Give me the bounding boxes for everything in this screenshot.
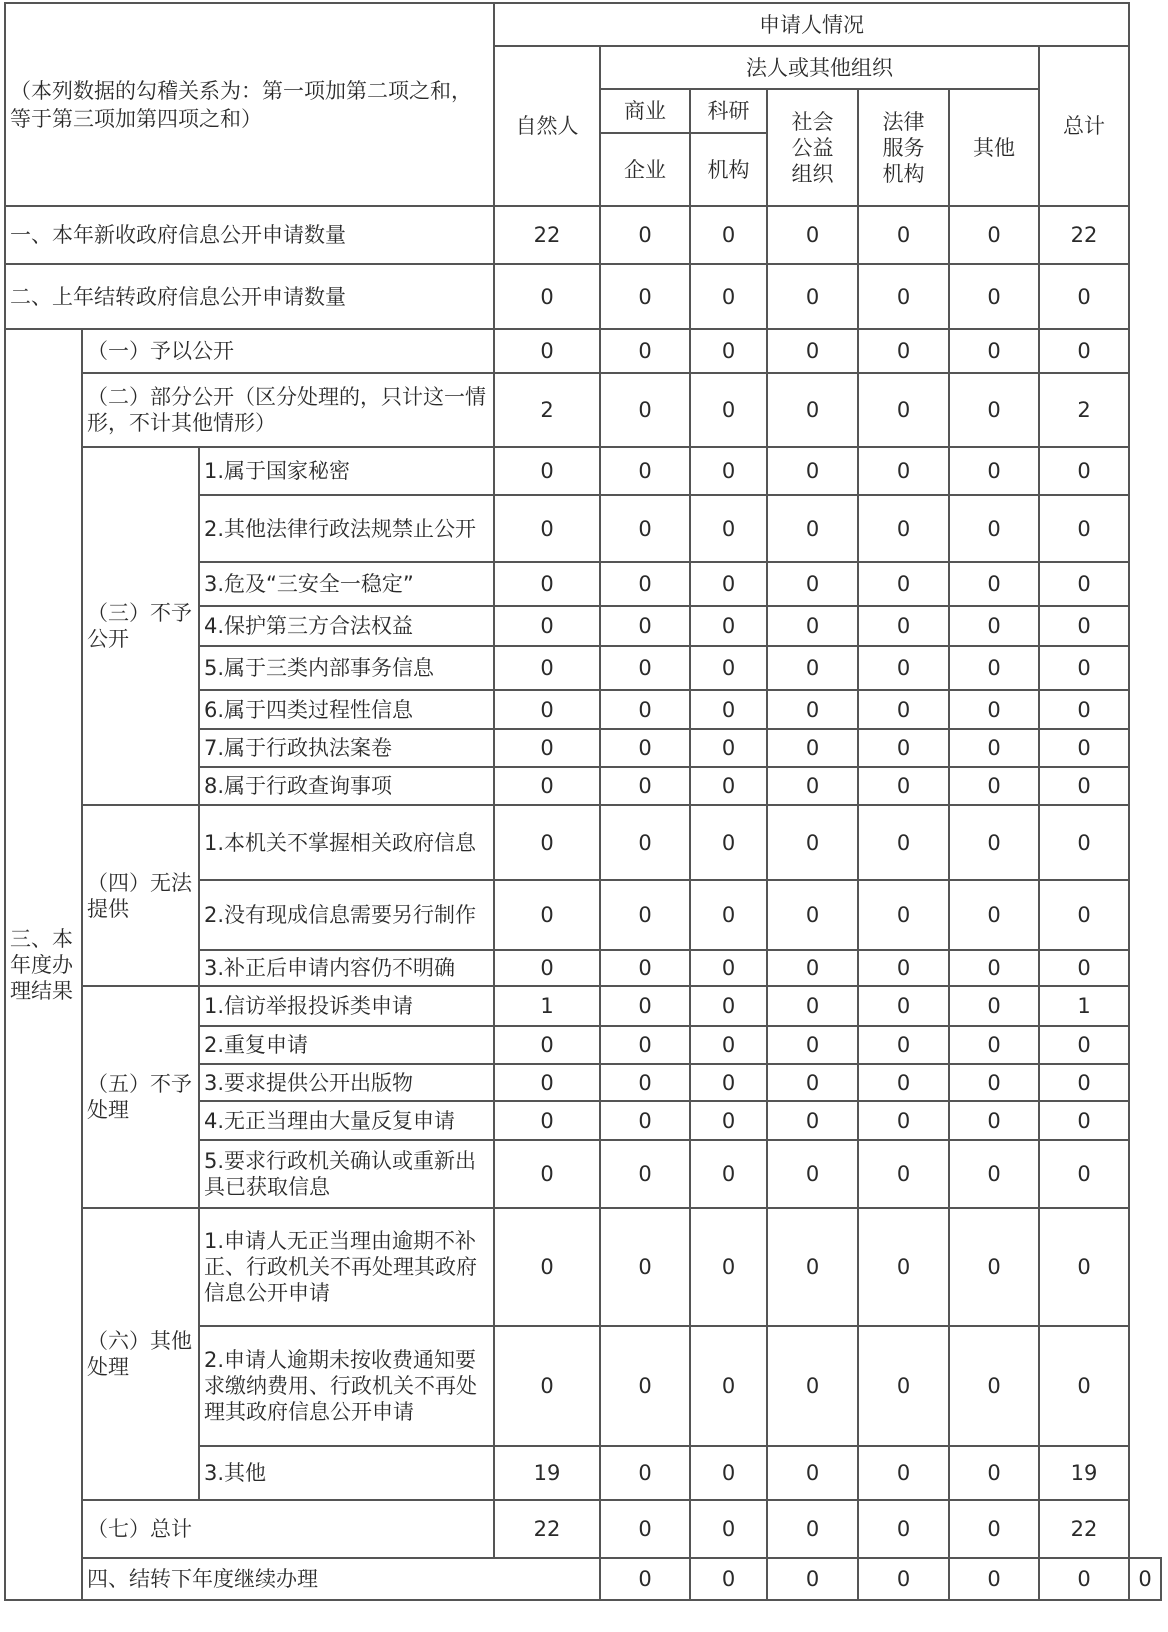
cell: 0 bbox=[858, 690, 949, 729]
legal-service-header-text: 法律服务机构 bbox=[882, 109, 925, 186]
other-header: 其他 bbox=[949, 89, 1039, 206]
cell: 0 bbox=[767, 1208, 858, 1326]
cell: 0 bbox=[1039, 1558, 1129, 1600]
cell: 0 bbox=[600, 1101, 690, 1140]
cell: 0 bbox=[494, 562, 600, 606]
cell: 0 bbox=[690, 1326, 767, 1446]
legal-org-header: 法人或其他组织 bbox=[600, 46, 1039, 89]
cell: 0 bbox=[767, 1101, 858, 1140]
cell: 0 bbox=[690, 986, 767, 1026]
cell: 0 bbox=[858, 880, 949, 950]
cell: 0 bbox=[767, 767, 858, 805]
cell: 0 bbox=[767, 495, 858, 562]
row-carry-forward bbox=[5, 1558, 1161, 1600]
cell: 0 bbox=[949, 805, 1039, 880]
row-not-disclosed-1 bbox=[5, 447, 1161, 495]
cell: 0 bbox=[600, 206, 690, 264]
row-carried-over bbox=[5, 264, 1161, 329]
cell: 0 bbox=[1039, 1140, 1129, 1208]
cell: 1 bbox=[1039, 986, 1129, 1026]
cell: 0 bbox=[1039, 606, 1129, 646]
gov-info-disclosure-table bbox=[4, 2, 1162, 1601]
cell: 0 bbox=[1039, 767, 1129, 805]
cell: 0 bbox=[949, 562, 1039, 606]
row-label: （七）总计 bbox=[82, 1500, 494, 1558]
cell: 0 bbox=[949, 495, 1039, 562]
cell: 0 bbox=[949, 1101, 1039, 1140]
cell: 0 bbox=[858, 447, 949, 495]
cell: 0 bbox=[858, 562, 949, 606]
cell: 19 bbox=[1039, 1446, 1129, 1500]
cell: 0 bbox=[949, 447, 1039, 495]
cell: 0 bbox=[949, 729, 1039, 767]
cell: 0 bbox=[600, 646, 690, 690]
cell: 0 bbox=[690, 1064, 767, 1101]
cell: 0 bbox=[858, 206, 949, 264]
cell: 0 bbox=[767, 1140, 858, 1208]
cell: 0 bbox=[1039, 329, 1129, 373]
cell: 22 bbox=[1039, 1500, 1129, 1558]
cell: 2 bbox=[494, 373, 600, 447]
group-label: （三）不予公开 bbox=[82, 447, 199, 805]
cell: 0 bbox=[858, 646, 949, 690]
cell: 0 bbox=[690, 729, 767, 767]
cell: 0 bbox=[949, 690, 1039, 729]
applicant-header: 申请人情况 bbox=[494, 3, 1129, 46]
cell: 0 bbox=[767, 986, 858, 1026]
cell: 0 bbox=[690, 495, 767, 562]
cell: 0 bbox=[767, 206, 858, 264]
cell: 0 bbox=[949, 1208, 1039, 1326]
cell: 0 bbox=[767, 690, 858, 729]
row-label: 3.危及“三安全一稳定” bbox=[199, 562, 494, 606]
row-disclosed bbox=[5, 329, 1161, 373]
row-label: 7.属于行政执法案卷 bbox=[199, 729, 494, 767]
row-label: 8.属于行政查询事项 bbox=[199, 767, 494, 805]
cell: 0 bbox=[1039, 1326, 1129, 1446]
cell: 0 bbox=[690, 373, 767, 447]
cell: 0 bbox=[1039, 880, 1129, 950]
cell: 0 bbox=[858, 1326, 949, 1446]
cell: 0 bbox=[949, 1140, 1039, 1208]
cell: 0 bbox=[600, 1500, 690, 1558]
cell: 0 bbox=[690, 1208, 767, 1326]
commercial-header-bottom: 企业 bbox=[600, 133, 690, 206]
cell: 0 bbox=[949, 880, 1039, 950]
cell: 0 bbox=[858, 805, 949, 880]
cell: 0 bbox=[1039, 447, 1129, 495]
cell: 0 bbox=[690, 1558, 767, 1600]
cell: 0 bbox=[494, 329, 600, 373]
cell: 19 bbox=[494, 1446, 600, 1500]
cell: 0 bbox=[767, 1446, 858, 1500]
cell: 0 bbox=[1039, 1101, 1129, 1140]
row-label: 1.属于国家秘密 bbox=[199, 447, 494, 495]
group-label: （六）其他处理 bbox=[82, 1208, 199, 1500]
cell: 0 bbox=[767, 1500, 858, 1558]
row-label: 2.重复申请 bbox=[199, 1026, 494, 1064]
cell: 0 bbox=[858, 986, 949, 1026]
natural-person-header: 自然人 bbox=[494, 46, 600, 206]
cell: 0 bbox=[600, 264, 690, 329]
cell: 0 bbox=[690, 206, 767, 264]
cell: 0 bbox=[600, 986, 690, 1026]
cell: 22 bbox=[1039, 206, 1129, 264]
cell: 0 bbox=[949, 206, 1039, 264]
cell: 0 bbox=[858, 373, 949, 447]
cell: 0 bbox=[767, 264, 858, 329]
cell: 0 bbox=[949, 1446, 1039, 1500]
cell: 0 bbox=[858, 495, 949, 562]
cell: 0 bbox=[858, 729, 949, 767]
cell: 0 bbox=[690, 805, 767, 880]
section3-label: 三、本年度办理结果 bbox=[5, 329, 82, 1600]
cell: 0 bbox=[600, 805, 690, 880]
cell: 0 bbox=[600, 690, 690, 729]
cell: 0 bbox=[1039, 729, 1129, 767]
row-not-processed-1 bbox=[5, 986, 1161, 1026]
row-label: 2.没有现成信息需要另行制作 bbox=[199, 880, 494, 950]
cell: 0 bbox=[858, 1500, 949, 1558]
cell: 22 bbox=[494, 206, 600, 264]
row-other-processing-1 bbox=[5, 1208, 1161, 1326]
cell: 0 bbox=[949, 1500, 1039, 1558]
cell: 0 bbox=[600, 729, 690, 767]
cell: 0 bbox=[858, 1101, 949, 1140]
cell: 2 bbox=[1039, 373, 1129, 447]
research-header-top: 科研 bbox=[690, 89, 767, 133]
cell: 0 bbox=[949, 950, 1039, 986]
cell: 0 bbox=[949, 329, 1039, 373]
cell: 0 bbox=[858, 1558, 949, 1600]
cell: 0 bbox=[600, 1446, 690, 1500]
cell: 0 bbox=[1039, 562, 1129, 606]
cell: 0 bbox=[494, 606, 600, 646]
cell: 0 bbox=[690, 767, 767, 805]
row-label: 二、上年结转政府信息公开申请数量 bbox=[5, 264, 494, 329]
research-header-bottom: 机构 bbox=[690, 133, 767, 206]
cell: 0 bbox=[767, 646, 858, 690]
cell: 0 bbox=[858, 606, 949, 646]
cell: 0 bbox=[600, 447, 690, 495]
row-new-applications bbox=[5, 206, 1161, 264]
cell: 0 bbox=[494, 1064, 600, 1101]
relation-note: （本列数据的勾稽关系为：第一项加第二项之和，等于第三项加第四项之和） bbox=[5, 3, 494, 206]
cell: 0 bbox=[767, 1026, 858, 1064]
row-label: （一）予以公开 bbox=[82, 329, 494, 373]
cell: 0 bbox=[858, 1140, 949, 1208]
row-label: 3.补正后申请内容仍不明确 bbox=[199, 950, 494, 986]
group-label: （五）不予处理 bbox=[82, 986, 199, 1208]
cell: 0 bbox=[858, 1208, 949, 1326]
cell: 0 bbox=[690, 690, 767, 729]
cell: 0 bbox=[949, 646, 1039, 690]
cell: 0 bbox=[767, 805, 858, 880]
cell: 0 bbox=[494, 1208, 600, 1326]
cell: 0 bbox=[494, 1026, 600, 1064]
row-label: 一、本年新收政府信息公开申请数量 bbox=[5, 206, 494, 264]
cell: 0 bbox=[600, 1326, 690, 1446]
cell: 0 bbox=[1039, 1026, 1129, 1064]
cell: 0 bbox=[767, 729, 858, 767]
row-label: 1.申请人无正当理由逾期不补正、行政机关不再处理其政府信息公开申请 bbox=[199, 1208, 494, 1326]
commercial-header-top: 商业 bbox=[600, 89, 690, 133]
cell: 0 bbox=[690, 1500, 767, 1558]
cell: 0 bbox=[1039, 805, 1129, 880]
cell: 0 bbox=[949, 373, 1039, 447]
cell: 0 bbox=[494, 729, 600, 767]
cell: 0 bbox=[494, 767, 600, 805]
cell: 0 bbox=[690, 329, 767, 373]
cell: 0 bbox=[600, 495, 690, 562]
cell: 0 bbox=[690, 1101, 767, 1140]
cell: 0 bbox=[858, 264, 949, 329]
cell: 0 bbox=[858, 1064, 949, 1101]
social-header bbox=[767, 89, 858, 206]
total-header: 总计 bbox=[1039, 46, 1129, 206]
cell: 0 bbox=[767, 329, 858, 373]
cell: 0 bbox=[600, 373, 690, 447]
row-label: （二）部分公开（区分处理的，只计这一情形，不计其他情形） bbox=[82, 373, 494, 447]
cell: 0 bbox=[494, 950, 600, 986]
row-unable-1 bbox=[5, 805, 1161, 880]
cell: 0 bbox=[767, 950, 858, 986]
cell: 1 bbox=[494, 986, 600, 1026]
cell: 0 bbox=[858, 1446, 949, 1500]
row-label: 2.其他法律行政法规禁止公开 bbox=[199, 495, 494, 562]
cell: 0 bbox=[1039, 690, 1129, 729]
cell: 0 bbox=[949, 264, 1039, 329]
cell: 0 bbox=[600, 1208, 690, 1326]
cell: 0 bbox=[767, 880, 858, 950]
cell: 22 bbox=[494, 1500, 600, 1558]
cell: 0 bbox=[600, 950, 690, 986]
cell: 0 bbox=[600, 1064, 690, 1101]
row-label: 5.要求行政机关确认或重新出具已获取信息 bbox=[199, 1140, 494, 1208]
cell: 0 bbox=[690, 1446, 767, 1500]
row-label: 1.本机关不掌握相关政府信息 bbox=[199, 805, 494, 880]
legal-service-header bbox=[858, 89, 949, 206]
row-label: 3.要求提供公开出版物 bbox=[199, 1064, 494, 1101]
cell: 0 bbox=[600, 606, 690, 646]
cell: 0 bbox=[494, 1101, 600, 1140]
cell: 0 bbox=[600, 1140, 690, 1208]
cell: 0 bbox=[949, 986, 1039, 1026]
cell: 0 bbox=[767, 1326, 858, 1446]
cell: 0 bbox=[494, 880, 600, 950]
row-label: 3.其他 bbox=[199, 1446, 494, 1500]
cell: 0 bbox=[1039, 1208, 1129, 1326]
row-label: 1.信访举报投诉类申请 bbox=[199, 986, 494, 1026]
row-label: 4.保护第三方合法权益 bbox=[199, 606, 494, 646]
cell: 0 bbox=[494, 495, 600, 562]
cell: 0 bbox=[494, 805, 600, 880]
cell: 0 bbox=[949, 767, 1039, 805]
cell: 0 bbox=[690, 264, 767, 329]
cell: 0 bbox=[494, 447, 600, 495]
cell: 0 bbox=[949, 1326, 1039, 1446]
row-total bbox=[5, 1500, 1161, 1558]
cell: 0 bbox=[494, 1140, 600, 1208]
cell: 0 bbox=[690, 880, 767, 950]
group-label: （四）无法提供 bbox=[82, 805, 199, 986]
cell: 0 bbox=[858, 1026, 949, 1064]
social-header-text: 社会公益组织 bbox=[791, 109, 834, 186]
cell: 0 bbox=[1039, 950, 1129, 986]
cell: 0 bbox=[1039, 264, 1129, 329]
cell: 0 bbox=[690, 646, 767, 690]
cell: 0 bbox=[690, 562, 767, 606]
row-label: 4.无正当理由大量反复申请 bbox=[199, 1101, 494, 1140]
cell: 0 bbox=[690, 1140, 767, 1208]
cell: 0 bbox=[600, 880, 690, 950]
cell: 0 bbox=[767, 1558, 858, 1600]
cell: 0 bbox=[767, 606, 858, 646]
cell: 0 bbox=[494, 690, 600, 729]
cell: 0 bbox=[767, 1064, 858, 1101]
cell: 0 bbox=[949, 606, 1039, 646]
cell: 0 bbox=[767, 373, 858, 447]
cell: 0 bbox=[1039, 495, 1129, 562]
cell: 0 bbox=[858, 950, 949, 986]
cell: 0 bbox=[600, 1026, 690, 1064]
cell: 0 bbox=[690, 447, 767, 495]
cell: 0 bbox=[858, 329, 949, 373]
cell: 0 bbox=[494, 646, 600, 690]
cell: 0 bbox=[858, 767, 949, 805]
cell: 0 bbox=[600, 562, 690, 606]
row-label: 6.属于四类过程性信息 bbox=[199, 690, 494, 729]
row-label: 2.申请人逾期未按收费通知要求缴纳费用、行政机关不再处理其政府信息公开申请 bbox=[199, 1326, 494, 1446]
cell: 0 bbox=[949, 1064, 1039, 1101]
row-label: 5.属于三类内部事务信息 bbox=[199, 646, 494, 690]
cell: 0 bbox=[767, 562, 858, 606]
header-row-1 bbox=[5, 3, 1161, 46]
cell: 0 bbox=[949, 1026, 1039, 1064]
cell: 0 bbox=[949, 1558, 1039, 1600]
cell: 0 bbox=[494, 1326, 600, 1446]
row-label: 四、结转下年度继续办理 bbox=[82, 1558, 600, 1600]
cell: 0 bbox=[600, 1558, 690, 1600]
cell: 0 bbox=[1129, 1558, 1161, 1600]
row-partial-disclosed bbox=[5, 373, 1161, 447]
cell: 0 bbox=[690, 950, 767, 986]
cell: 0 bbox=[690, 606, 767, 646]
cell: 0 bbox=[600, 767, 690, 805]
cell: 0 bbox=[767, 447, 858, 495]
cell: 0 bbox=[494, 264, 600, 329]
cell: 0 bbox=[690, 1026, 767, 1064]
cell: 0 bbox=[1039, 1064, 1129, 1101]
cell: 0 bbox=[1039, 646, 1129, 690]
cell: 0 bbox=[600, 329, 690, 373]
